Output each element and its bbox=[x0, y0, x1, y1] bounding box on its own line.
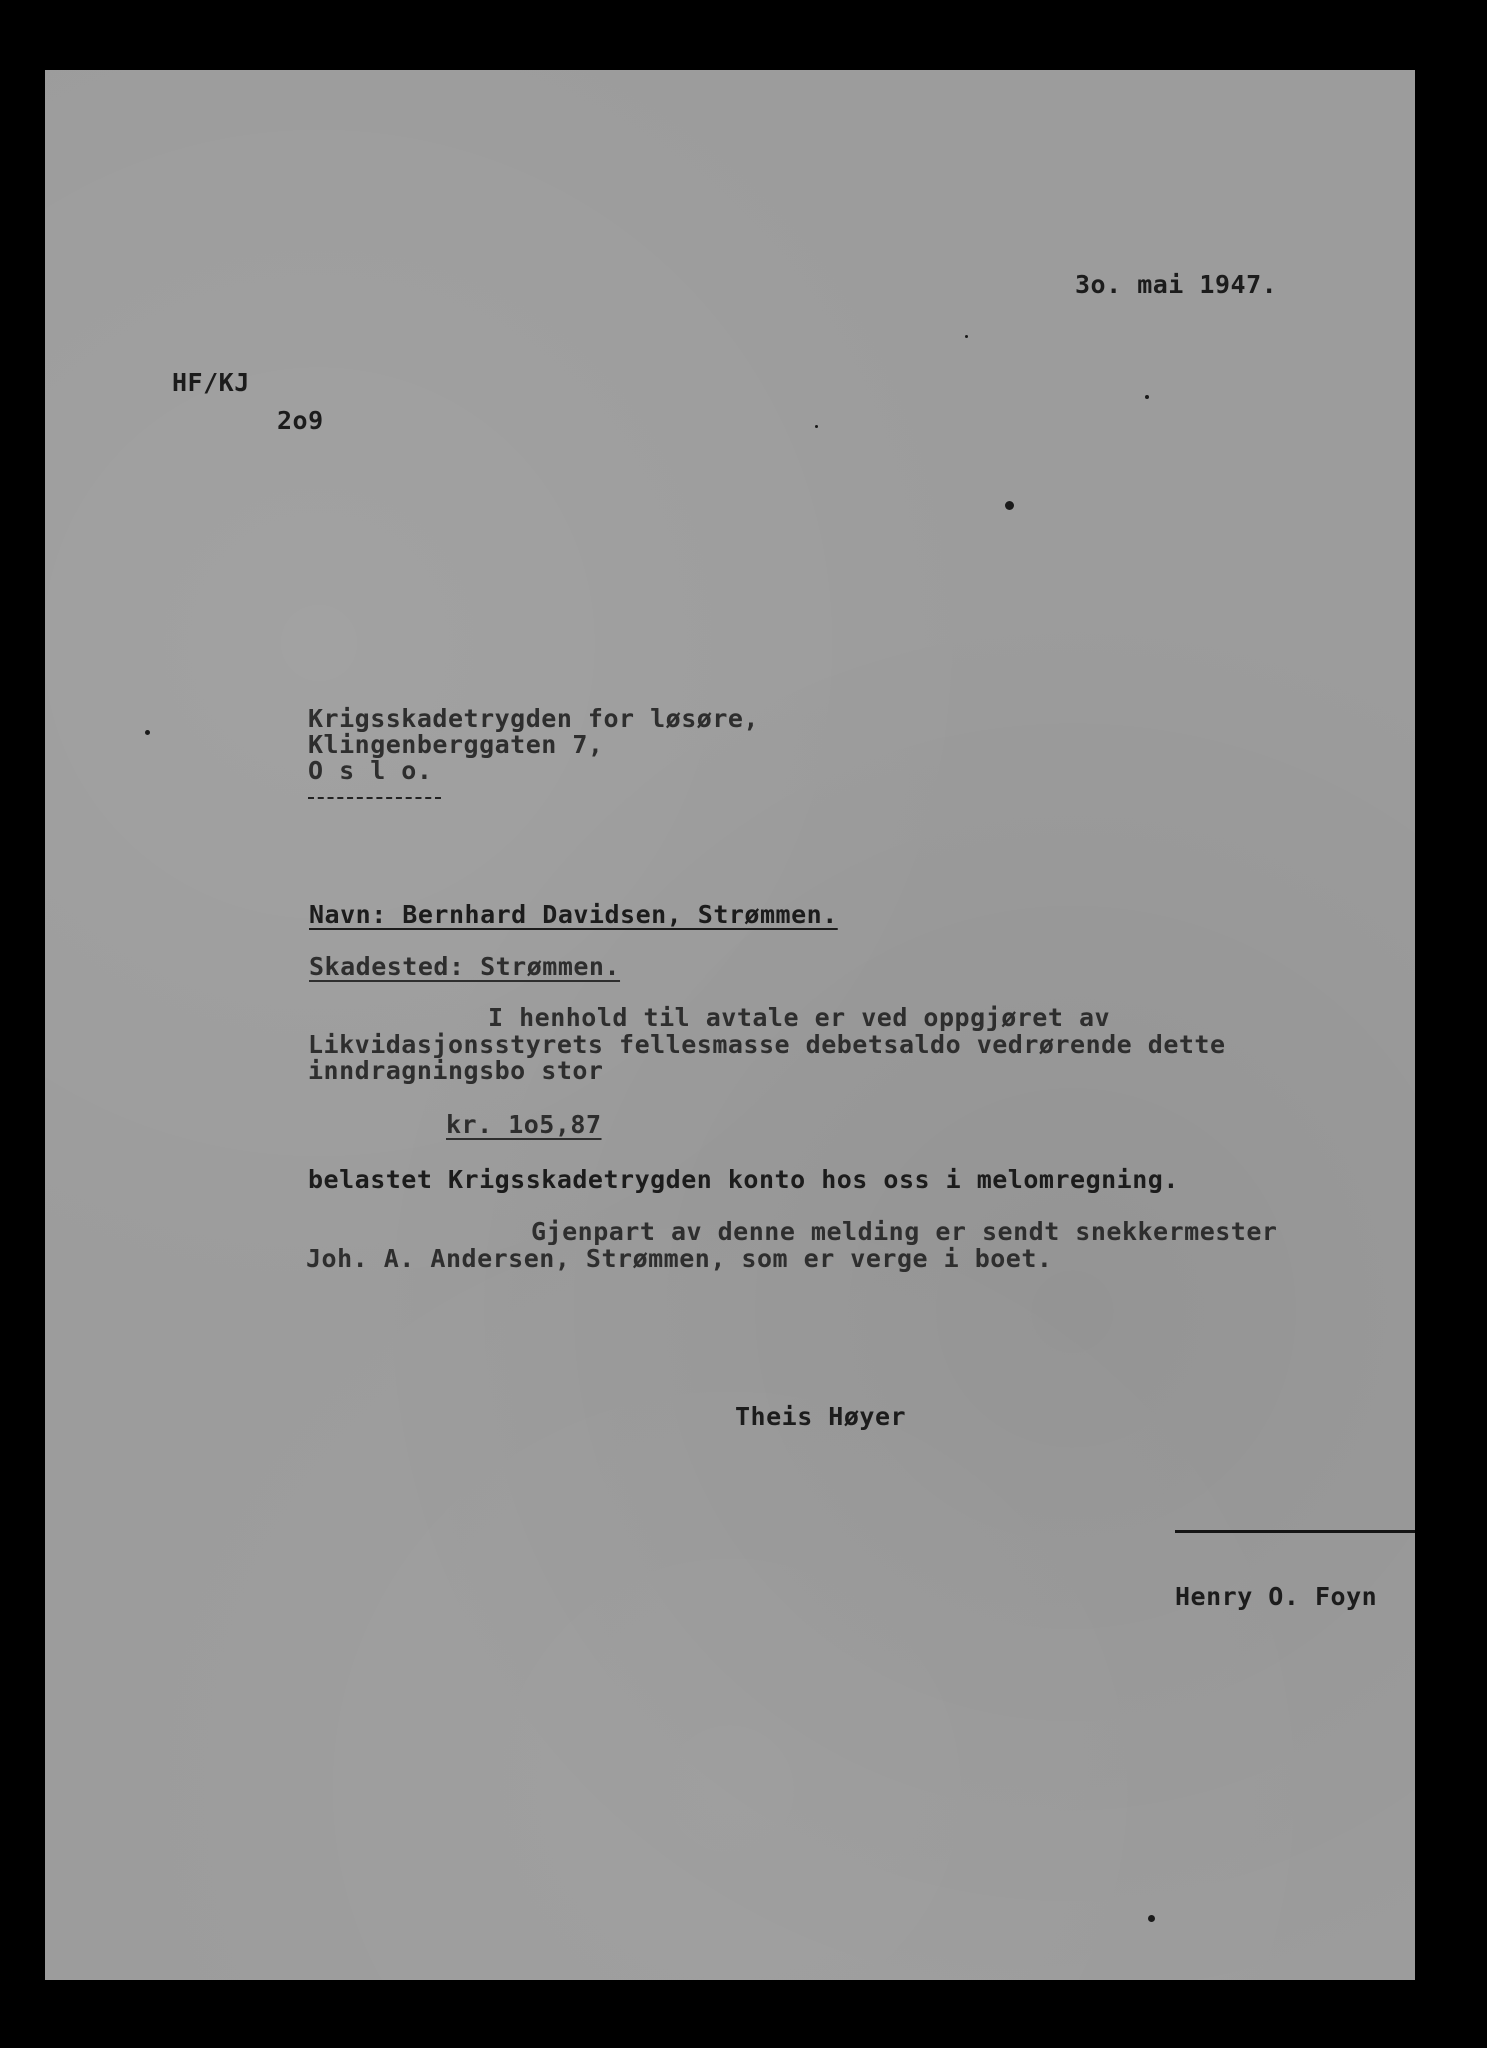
signature-henry-foyn: Henry O. Foyn bbox=[1175, 1582, 1378, 1611]
recipient-city: O s l o. bbox=[308, 756, 433, 785]
speck-mark bbox=[815, 425, 818, 428]
speck-mark bbox=[1005, 501, 1014, 510]
body-paragraph-1-line-3: inndragningsbo stor bbox=[308, 1056, 604, 1085]
signature-theis-hoyer: Theis Høyer bbox=[735, 1402, 907, 1431]
reference-number: 2o9 bbox=[277, 406, 324, 435]
signature-line bbox=[1175, 1530, 1415, 1533]
body-paragraph-1-line-2: Likvidasjonsstyrets fellesmasse debetsaldo vedrørende dette bbox=[308, 1030, 1226, 1059]
subject-name-line: Navn: Bernhard Davidsen, Strømmen. bbox=[309, 900, 838, 929]
speck-mark bbox=[1145, 395, 1149, 399]
recipient-city-underline bbox=[308, 797, 441, 799]
body-paragraph-1-line-1: I henhold til avtale er ved oppgjøret av bbox=[488, 1003, 1111, 1032]
speck-mark bbox=[965, 335, 968, 338]
subject-place-line: Skadested: Strømmen. bbox=[309, 952, 621, 981]
reference-code: HF/KJ bbox=[172, 368, 250, 397]
body-paragraph-2: belastet Krigsskadetrygden konto hos oss i melomregning. bbox=[308, 1165, 1179, 1194]
speck-mark bbox=[1148, 1915, 1155, 1922]
speck-mark bbox=[145, 730, 150, 735]
amount: kr. 1o5,87 bbox=[446, 1110, 602, 1139]
recipient-street: Klingenberggaten 7, bbox=[308, 730, 604, 759]
letter-date: 3o. mai 1947. bbox=[1075, 270, 1278, 299]
document-page bbox=[45, 70, 1415, 1980]
body-paragraph-3-line-1: Gjenpart av denne melding er sendt snekkermester bbox=[531, 1217, 1278, 1246]
recipient-name: Krigsskadetrygden for løsøre, bbox=[308, 704, 759, 733]
body-paragraph-3-line-2: Joh. A. Andersen, Strømmen, som er verge i boet. bbox=[306, 1244, 1053, 1273]
